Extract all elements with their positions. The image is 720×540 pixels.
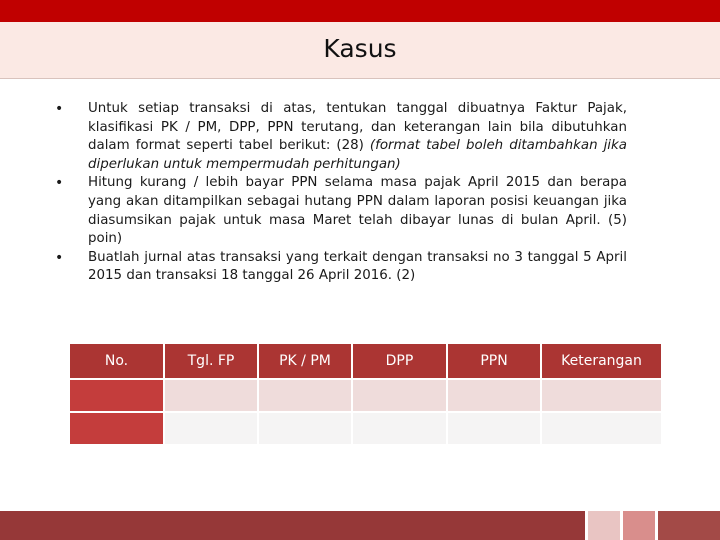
column-header-keterangan: Keterangan bbox=[542, 344, 661, 378]
column-header-dpp: DPP bbox=[353, 344, 446, 378]
table-cell bbox=[70, 413, 163, 444]
column-header-pk-pm: PK / PM bbox=[259, 344, 351, 378]
bullet-marker: • bbox=[55, 249, 64, 266]
top-accent-bar bbox=[0, 0, 720, 22]
table-cell bbox=[448, 380, 540, 411]
table-row bbox=[70, 380, 661, 411]
table-cell bbox=[259, 413, 351, 444]
table-cell bbox=[353, 413, 446, 444]
bullet-marker: • bbox=[55, 175, 64, 192]
table-cell bbox=[165, 413, 257, 444]
table-cell bbox=[259, 380, 351, 411]
bullet-item bbox=[55, 249, 627, 286]
kasus-table bbox=[68, 342, 663, 446]
footer-main-block bbox=[0, 511, 585, 540]
bullet-list bbox=[55, 100, 627, 286]
column-header-no: No. bbox=[70, 344, 163, 378]
table-cell bbox=[542, 413, 661, 444]
table-row bbox=[70, 413, 661, 444]
footer-accent-block bbox=[588, 511, 620, 540]
slide-content bbox=[55, 100, 627, 286]
table-cell bbox=[353, 380, 446, 411]
slide-title: Kasus bbox=[323, 34, 397, 63]
bullet-marker: • bbox=[55, 101, 64, 117]
footer-accent-block bbox=[623, 511, 655, 540]
column-header-ppn: PPN bbox=[448, 344, 540, 378]
table-cell bbox=[165, 380, 257, 411]
table-cell bbox=[542, 380, 661, 411]
column-header-tgl-fp: Tgl. FP bbox=[165, 344, 257, 378]
bullet-text: Buatlah jurnal atas transaksi yang terkait dengan transaksi no 3 tanggal 5 April 2015 dan transaksi 18 tanggal 26 April 2016. (2) bbox=[88, 249, 627, 284]
bullet-item bbox=[55, 100, 627, 174]
footer-bar bbox=[0, 511, 720, 540]
table-cell bbox=[70, 380, 163, 411]
bullet-text: Hitung kurang / lebih bayar PPN selama masa pajak April 2015 dan berapa yang akan ditampilkan sebagai hutang PPN dalam laporan posisi keuangan jika diasumsikan pajak untuk masa Maret telah dibayar lunas di bulan April. (5) poin) bbox=[88, 175, 627, 247]
footer-accent-block bbox=[658, 511, 720, 540]
bullet-text: Untuk setiap transaksi di atas, tentukan tanggal dibuatnya Faktur Pajak, klasifikasi PK / PM, DPP, PPN terutang, dan keterangan lain bila dibutuhkan dalam format seperti tabel berikut: (28) bbox=[88, 101, 627, 154]
table-header-row bbox=[70, 344, 661, 378]
bullet-item bbox=[55, 174, 627, 248]
table-cell bbox=[448, 413, 540, 444]
bullet-italic-note: (format tabel boleh ditambahkan jika diperlukan untuk mempermudah perhitungan) bbox=[88, 138, 627, 172]
